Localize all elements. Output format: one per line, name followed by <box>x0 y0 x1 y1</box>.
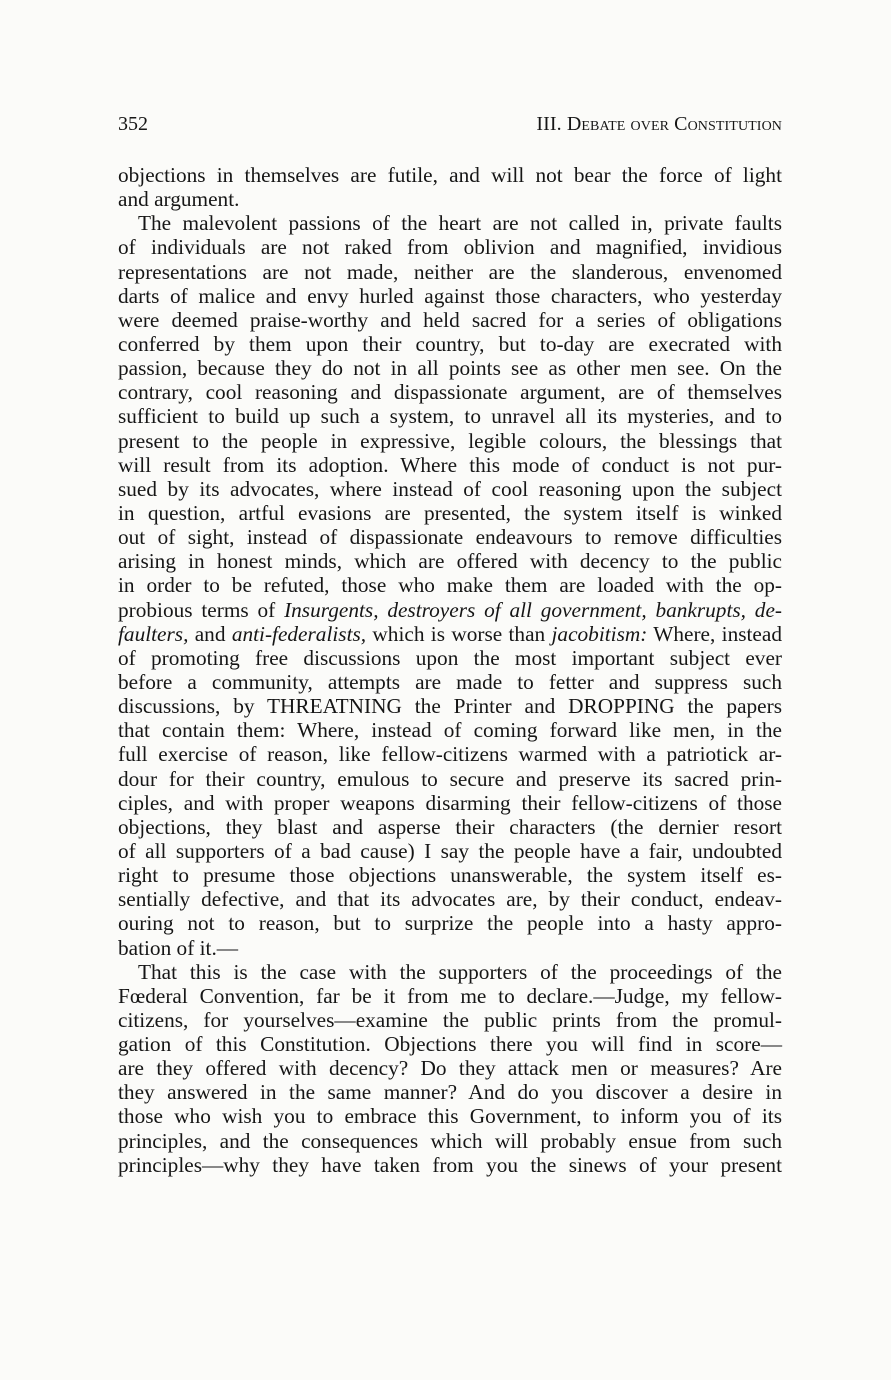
text-line: sued by its advocates, where instead of cool reasoning upon the subject <box>118 476 782 501</box>
text-line: ciples, and with proper weapons disarming their fellow-citizens of those <box>118 790 782 815</box>
paragraph-first-line: The malevolent passions of the heart are not called in, private faults <box>138 211 782 236</box>
text-line: present to the people in expressive, legible colours, the blessings that <box>118 428 782 453</box>
italic-term: anti-federalists, <box>231 621 367 646</box>
text-span: probious terms of <box>118 597 285 622</box>
text-line: will result from its adoption. Where this mode of conduct is not pur- <box>118 452 782 477</box>
text-line: before a community, attempts are made to fetter and suppress such <box>118 669 782 694</box>
italic-term: jacobitism: <box>551 621 648 646</box>
text-line: bation of it.— <box>118 935 239 960</box>
text-line: out of sight, instead of dispassionate endeavours to remove difficulties <box>118 525 782 550</box>
text-line <box>118 598 782 622</box>
text-line: principles—why they have taken from you the sinews of your present <box>118 1152 782 1177</box>
text-line: were deemed praise-worthy and held sacred for a series of obligations <box>118 307 782 332</box>
text-line: contrary, cool reasoning and dispassionate argument, are of themselves <box>118 380 782 405</box>
text-line: of all supporters of a bad cause) I say the people have a fair, undoubted <box>118 838 782 863</box>
text-line: sufficient to build up such a system, to unravel all its mysteries, and to <box>118 404 782 429</box>
text-line: dour for their country, emulous to secure and preserve its sacred prin- <box>118 766 782 791</box>
text-line: objections, they blast and asperse their characters (the dernier resort <box>118 814 782 839</box>
text-line: principles, and the consequences which will probably ensue from such <box>118 1128 782 1153</box>
text-line: those who wish you to embrace this Government, to inform you of its <box>118 1104 782 1129</box>
text-span: which is worse than <box>366 621 552 646</box>
text-line: right to presume those objections unanswerable, the system itself es- <box>118 863 782 888</box>
text-line: of individuals are not raked from oblivion and magnified, invidious <box>118 235 782 260</box>
text-line: gation of this Constitution. Objections there you will find in score— <box>118 1032 782 1057</box>
text-line <box>118 622 782 646</box>
italic-term: faulters, <box>118 621 189 646</box>
text-line: are they offered with decency? Do they attack men or measures? Are <box>118 1056 782 1081</box>
text-line: conferred by them upon their country, but to-day are execrated with <box>118 331 782 356</box>
paragraph-first-line: That this is the case with the supporters of the proceedings of the <box>138 959 782 984</box>
text-line: Fœderal Convention, far be it from me to declare.—Judge, my fellow- <box>118 983 782 1008</box>
text-line: darts of malice and envy hurled against those characters, who yesterday <box>118 283 782 308</box>
text-line: passion, because they do not in all points see as other men see. On the <box>118 356 782 381</box>
text-line: arising in honest minds, which are offered with decency to the public <box>118 549 782 574</box>
text-line: representations are not made, neither are the slanderous, envenomed <box>118 259 782 284</box>
text-line: objections in themselves are futile, and will not bear the force of light <box>118 163 782 187</box>
italic-terms: Insurgents, destroyers of all government, bankrupts, de- <box>284 597 782 622</box>
section-title: III. Debate over Constitution <box>536 113 782 135</box>
text-line: they answered in the same manner? And do you discover a desire in <box>118 1080 782 1105</box>
text-line: in order to be refuted, those who make them are loaded with the op- <box>118 573 782 598</box>
text-span: Where, instead <box>647 621 782 646</box>
text-line: sentially defective, and that its advocates are, by their conduct, endeav- <box>118 887 782 912</box>
text-line: full exercise of reason, like fellow-citizens warmed with a patriotick ar- <box>118 742 782 767</box>
text-line: in question, artful evasions are presented, the system itself is winked <box>118 500 782 525</box>
text-line: citizens, for yourselves—examine the public prints from the promul- <box>118 1007 782 1032</box>
body-text <box>118 163 782 1177</box>
text-line: ouring not to reason, but to surprize the people into a hasty appro- <box>118 911 782 936</box>
running-head <box>118 113 782 141</box>
text-line: that contain them: Where, instead of coming forward like men, in the <box>118 718 782 743</box>
text-line: and argument. <box>118 187 240 212</box>
text-line: discussions, by THREATNING the Printer and DROPPING the papers <box>118 694 782 719</box>
text-span: and <box>188 621 232 646</box>
text-line: of promoting free discussions upon the most important subject ever <box>118 645 782 670</box>
page-number: 352 <box>118 113 148 135</box>
